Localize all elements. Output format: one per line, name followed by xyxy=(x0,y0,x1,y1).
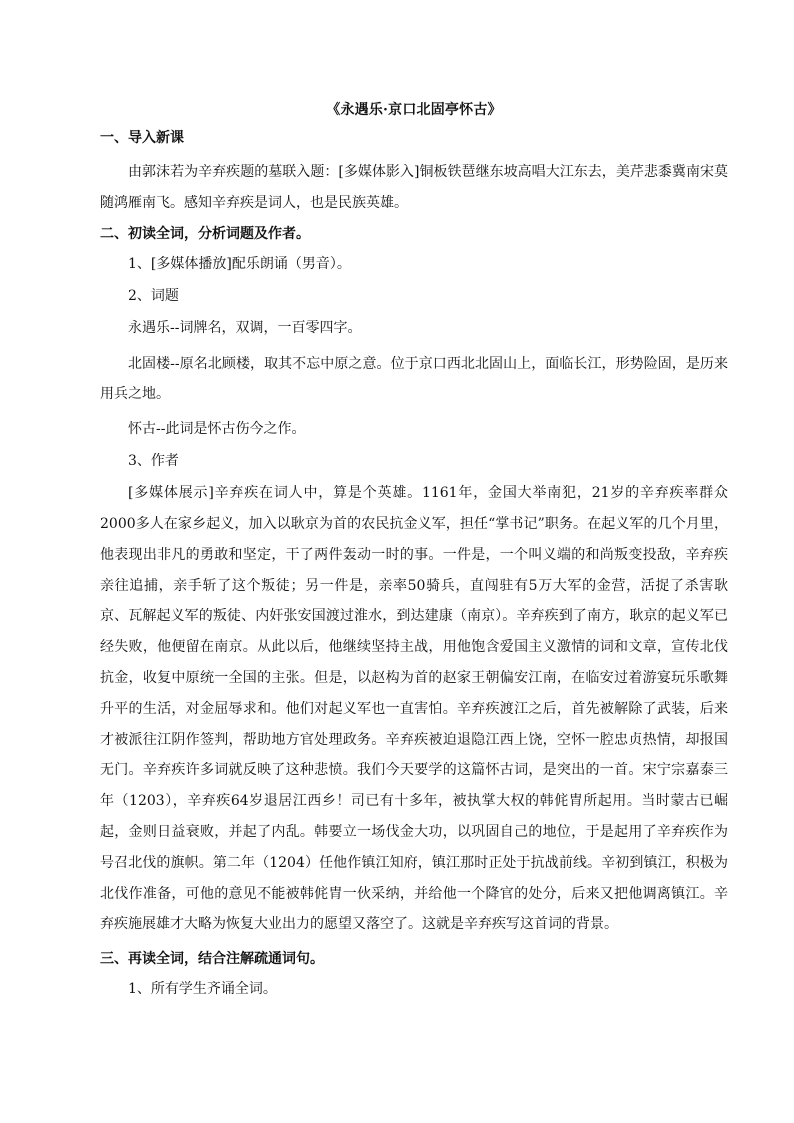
section-2-paragraph-3: 永遇乐--词牌名，双调，一百零四字。 xyxy=(128,319,362,336)
section-heading-3: 三、再读全词，结合注解疏通词句。 xyxy=(100,951,324,968)
section-heading-2: 二、初读全词，分析词题及作者。 xyxy=(100,225,310,242)
section-1-paragraph-1: 由郭沫若为辛弃疾题的墓联入题：[多媒体影入]铜板铁琶继东坡高唱大江东去，美芹悲黍冀南宋莫随鸿雁南飞。感知辛弃疾是词人，也是民族英雄。 xyxy=(100,164,728,211)
document-content xyxy=(100,99,728,1010)
section-2-paragraph-2: 2、词题 xyxy=(128,287,179,304)
section-3-paragraph-1: 1、所有学生齐诵全词。 xyxy=(128,981,277,998)
section-heading-1: 一、导入新课 xyxy=(100,130,184,146)
section-2-paragraph-7: [多媒体展示]辛弃疾在词人中，算是个英雄。1161年，金国大举南犯，21岁的辛弃疾率群众2000多人在家乡起义，加入以耿京为首的农民抗金义军，担任“掌书记”职务。在起义军的几个月里，他表现出非凡的勇敢和坚定，干了两件轰动一时的事。一件是，一个叫义端的和尚叛变投敌，辛弃疾亲往追捕，亲手斩了这个叛徒；另一件是，亲率50骑兵，直闯驻有5万大军的金营，活捉了杀害耿京、瓦解起义军的叛徒、内奸张安国渡过淮水，到达建康（南京）。辛弃疾到了南方，耿京的起义军已经失败，他便留在南京。从此以后，他继续坚持主战，用他饱含爱国主义激情的词和文章，宣传北伐抗金，收复中原统一全国的主张。但是，以赵构为首的赵家王朝偏安江南，在临安过着游宴玩乐歌舞升平的生活，对金屈辱求和。他们对起义军也一直害怕。辛弃疾渡江之后，首先被解除了武装，后来才被派往江阴作签判，帮助地方官处理政务。辛弃疾被迫退隐江西上饶，空怀一腔忠贞热情，却报国无门。辛弃疾许多词就反映了这种悲愤。我们今天要学的这篇怀古词，是突出的一首。宋宁宗嘉泰三年（1203），辛弃疾64岁退居江西乡！司已有十多年，被执掌大权的韩侂胄所起用。当时蒙古已崛起，金则日益衰败，并起了内乱。韩要立一场伐金大功，以巩固自己的地位，于是起用了辛弃疾作为号召北伐的旗帜。第二年（1204）任他作镇江知府，镇江那时正处于抗战前线。辛初到镇江，积极为北伐作准备，可他的意见不能被韩侂胄一伙采纳，并给他一个降官的处分，后来又把他调离镇江。辛弃疾施展雄才大略为恢复大业出力的愿望又落空了。这就是辛弃疾写这首词的背景。 xyxy=(100,485,728,933)
section-2-paragraph-4: 北固楼--原名北顾楼，取其不忘中原之意。位于京口西北北固山上，面临长江，形势险固，是历来用兵之地。 xyxy=(100,355,728,403)
section-2-paragraph-1: 1、[多媒体播放]配乐朗诵（男音）。 xyxy=(128,255,351,272)
section-2-paragraph-6: 3、作者 xyxy=(128,453,179,470)
section-2-paragraph-5: 怀古--此词是怀古伤今之作。 xyxy=(128,421,306,438)
document-title: 《永遇乐·京口北固亭怀古》 xyxy=(326,102,502,118)
